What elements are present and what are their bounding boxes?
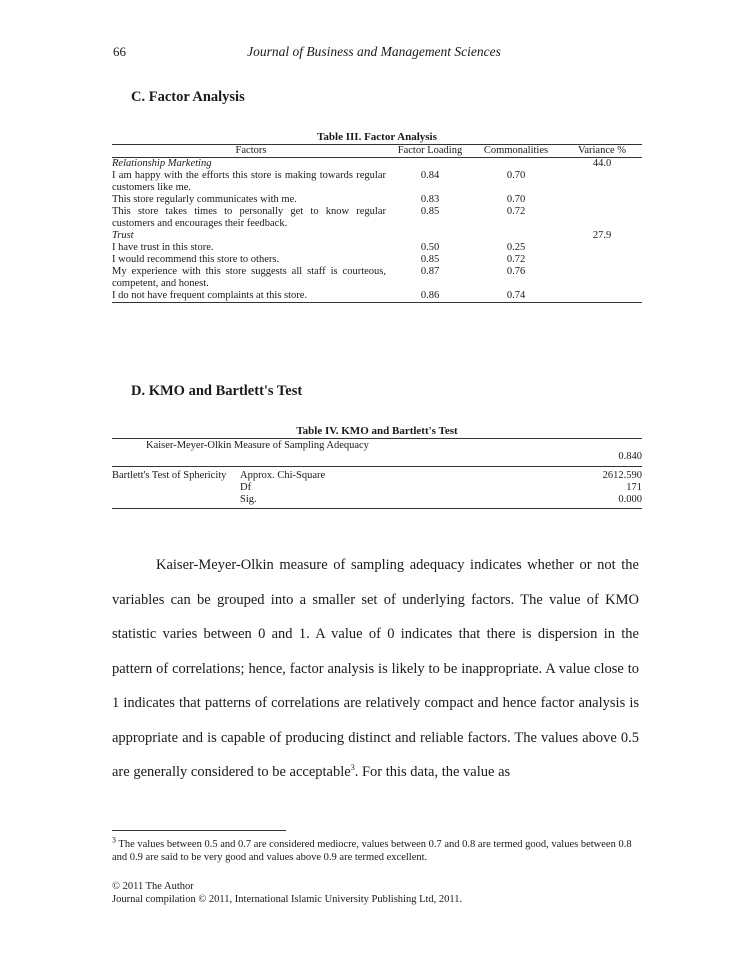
loading-value: 0.84 — [420, 170, 440, 181]
paragraph-text-continued: . For this data, the value as — [354, 764, 511, 780]
footnote-marker: 3 — [112, 835, 116, 845]
kmo-bartlett-table — [112, 440, 642, 509]
commonality-value: 0.72 — [506, 206, 526, 217]
footnote — [112, 835, 642, 864]
table-caption: Table IV. KMO and Bartlett's Test — [296, 425, 458, 437]
table-header-row — [112, 145, 642, 158]
commonality-value: 0.70 — [506, 170, 526, 181]
column-header: Variance % — [577, 145, 627, 156]
footnote-reference: 3 — [350, 763, 355, 773]
section-heading-factor-analysis: C. Factor Analysis — [131, 89, 245, 105]
item-text: I have trust in this store. — [112, 242, 214, 253]
table-row — [112, 266, 642, 290]
item-text: I am happy with the efforts this store is making towards regular customers like me. — [112, 170, 386, 193]
table-row — [112, 290, 642, 303]
bartlett-label: Bartlett's Test of Sphericity — [112, 470, 227, 481]
column-header: Factor Loading — [397, 145, 463, 156]
table-row — [112, 467, 642, 483]
stat-label: Approx. Chi-Square — [240, 470, 326, 481]
section-heading-kmo: D. KMO and Bartlett's Test — [131, 383, 303, 399]
loading-value: 0.85 — [420, 206, 440, 217]
group-name: Trust — [112, 230, 134, 241]
table-caption: Table III. Factor Analysis — [317, 131, 437, 143]
footnote-text: The values between 0.5 and 0.7 are considered mediocre, values between 0.7 and 0.8 are termed good, values between 0.8 and 0.9 are said to be very good and values above 0.9 are termed excellent. — [112, 839, 632, 863]
table-row — [112, 254, 642, 266]
loading-value: 0.83 — [420, 194, 440, 205]
factor-analysis-table — [112, 145, 642, 303]
kmo-label: Kaiser-Meyer-Olkin Measure of Sampling Adequacy — [146, 440, 369, 451]
paragraph-text: Kaiser-Meyer-Olkin measure of sampling adequacy indicates whether or not the variables can be grouped into a smaller set of underlying factors. The value of KMO statistic varies between 0 and 1. A value of 0 indicates that there is dispersion in the pattern of correlations; hence, factor analysis is likely to be inappropriate. A value close to 1 indicates that patterns of correlations are relatively compact and hence factor analysis is appropriate and is capable of producing distinct and reliable factors. The values above 0.5 are generally considered to be acceptable — [112, 557, 639, 780]
variance-value: 44.0 — [592, 158, 612, 169]
table-row — [112, 206, 642, 230]
item-text: I do not have frequent complaints at this store. — [112, 290, 308, 301]
commonality-value: 0.74 — [506, 290, 526, 301]
running-head: Journal of Business and Management Sciences — [247, 44, 501, 59]
commonality-value: 0.25 — [506, 242, 526, 253]
table-row — [112, 170, 642, 194]
group-row — [112, 230, 642, 242]
commonality-value: 0.72 — [506, 254, 526, 265]
commonality-value: 0.70 — [506, 194, 526, 205]
stat-label: Df — [240, 482, 252, 493]
stat-value: 171 — [626, 482, 642, 493]
stat-label: Sig. — [240, 494, 257, 505]
table-top-rule — [112, 438, 642, 439]
commonality-value: 0.76 — [506, 266, 526, 277]
page-number: 66 — [113, 44, 126, 59]
column-header: Factors — [235, 145, 267, 156]
table-row — [112, 482, 642, 494]
column-header: Commonalities — [483, 145, 549, 156]
body-paragraph — [112, 548, 639, 790]
item-text: I would recommend this store to others. — [112, 254, 280, 265]
loading-value: 0.87 — [420, 266, 440, 277]
footnote-separator — [112, 830, 286, 831]
kmo-value: 0.840 — [618, 451, 642, 462]
loading-value: 0.86 — [420, 290, 440, 301]
page-footer — [112, 880, 642, 906]
table-row — [112, 194, 642, 206]
table-row — [112, 242, 642, 254]
compilation-line: Journal compilation © 2011, International Islamic University Publishing Ltd, 2011. — [112, 894, 463, 905]
copyright-line: © 2011 The Author — [112, 881, 194, 892]
item-text: My experience with this store suggests all staff is courteous, competent, and honest. — [112, 266, 386, 289]
group-row — [112, 158, 642, 171]
loading-value: 0.85 — [420, 254, 440, 265]
group-name: Relationship Marketing — [112, 158, 212, 169]
table-row — [112, 494, 642, 509]
item-text: This store regularly communicates with me. — [112, 194, 297, 205]
item-text: This store takes times to personally get to know regular customers and encourages their feedback. — [112, 206, 386, 229]
stat-value: 2612.590 — [602, 470, 642, 481]
stat-value: 0.000 — [618, 494, 642, 505]
loading-value: 0.50 — [420, 242, 440, 253]
variance-value: 27.9 — [592, 230, 612, 241]
kmo-row — [112, 440, 642, 467]
